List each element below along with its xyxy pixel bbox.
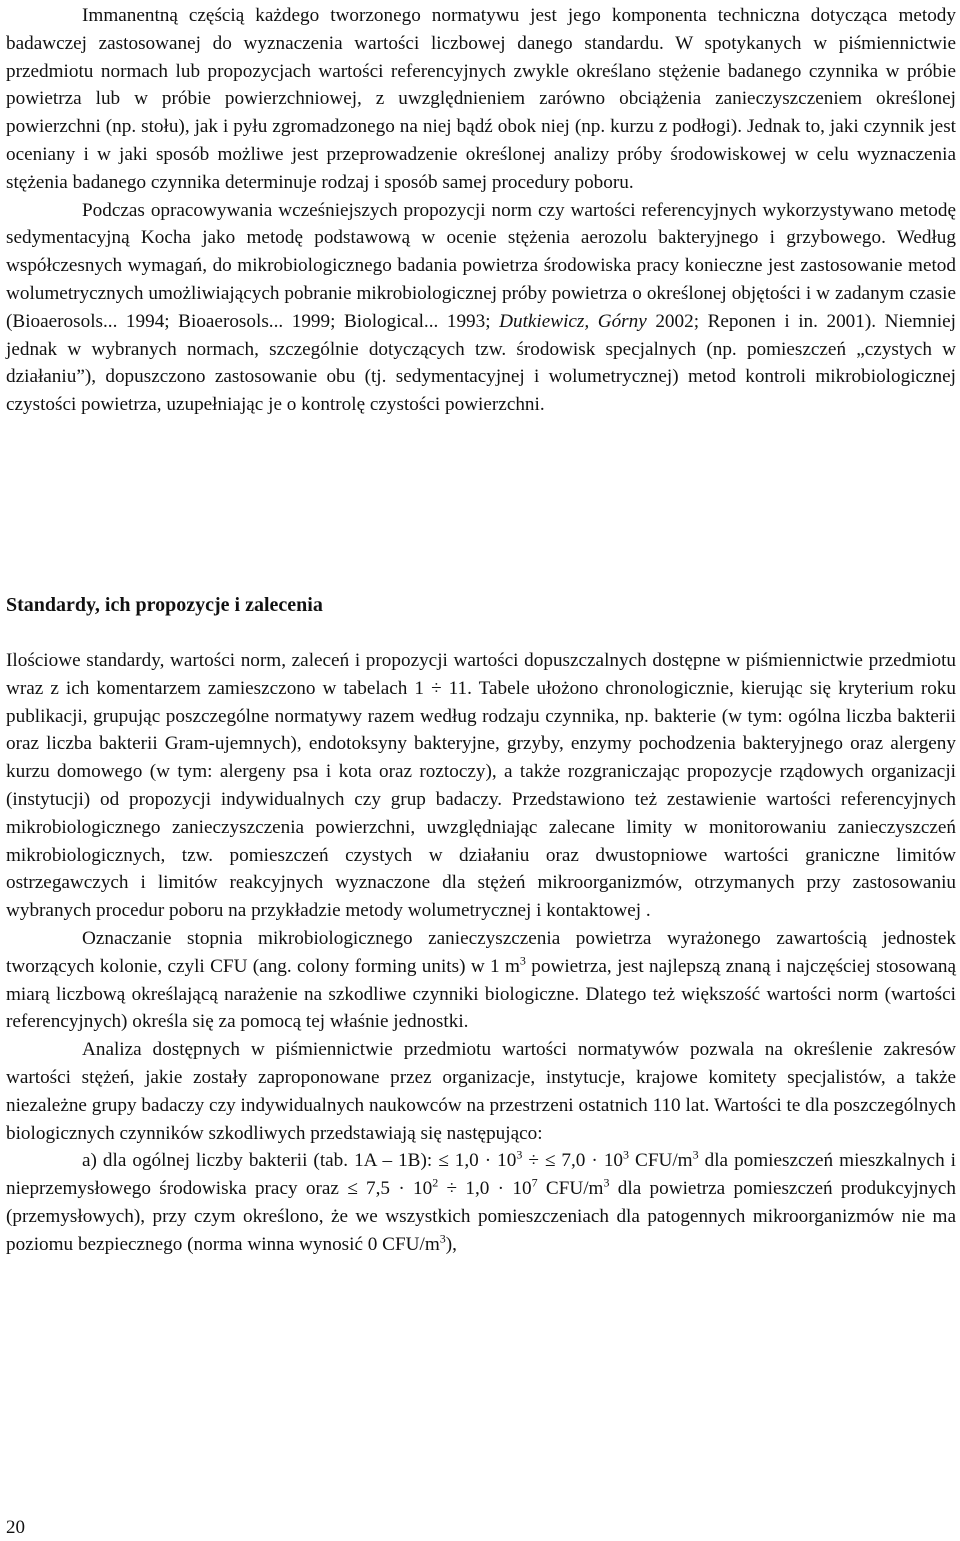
superscript: 3	[519, 953, 526, 968]
paragraph-text: powietrza, jest najlepszą znaną i najczęściej stosowaną miarą liczbową określającą narażenie na szkodliwe czynniki biologiczne. Dlatego też większość wartości norm (wartości referencyjnych) określa się za pomocą tej właśnie jednostki.	[6, 955, 957, 1033]
superscript: 7	[531, 1175, 538, 1190]
superscript: 3	[603, 1175, 610, 1190]
superscript: 3	[623, 1147, 630, 1162]
page-number: 20	[6, 1517, 25, 1538]
superscript: 2	[432, 1175, 439, 1190]
paragraph-bacteria-ranges	[6, 1147, 956, 1258]
paragraph-text: a) dla ogólnej liczby bakterii (tab. 1A – 1B): ≤ 1,0 · 10	[82, 1150, 517, 1172]
citation-italic: Dutkiewicz, Górny	[499, 310, 647, 332]
paragraph-technical-component	[6, 2, 956, 197]
superscript: 3	[516, 1147, 523, 1162]
section-heading: Standardy, ich propozycje i zalecenia	[6, 594, 323, 616]
paragraph-quantitative-standards	[6, 647, 956, 925]
paragraph-text: ÷ ≤ 7,0 · 10	[522, 1150, 624, 1172]
body-text-top	[6, 2, 956, 419]
paragraph-text: 2002; Reponen i in. 2001). Niemniej jednak w wybranych normach, szczególnie dotyczących tzw. środowisk specjalnych (np. pomieszczeń „czystych w działaniu”), dopuszczono zastosowanie obu (tj. sedymentacyjnej i wolumetrycznej) metod kontroli mikrobiologicznej czystości powietrza, uzupełniając je o kontrolę czystości powierzchni.	[6, 310, 956, 416]
paragraph-text: Analiza dostępnych w piśmiennictwie przedmiotu wartości normatywów pozwala na określenie zakresów wartości stężeń, jakie zostały zaproponowane przez organizacje, instytucje, krajowe komitety specjalistów, a także niezależne grupy badaczy czy indywidualnych naukowców na przestrzeni ostatnich 110 lat. Wartości te dla poszczególnych biologicznych czynników szkodliwych przedstawiają się następująco:	[6, 1039, 956, 1144]
paragraph-text: Podczas opracowywania wcześniejszych propozycji norm czy wartości referencyjnych wykorzystywano metodę sedymentacyjną Kocha jako metodę podstawową w ocenie stężenia aerozolu bakteryjnego i grzybowego. Według współczesnych wymagań, do mikrobiologicznego badania powietrza środowiska pracy konieczne jest zastosowanie metod wolumetrycznych umożliwiających pobranie mikrobiologicznej próby powietrza o określonej objętości i w zadanym czasie (Bioaerosols... 1994; Bioaerosols... 1999; Biological... 1993;	[6, 199, 956, 332]
paragraph-text: CFU/m	[537, 1178, 604, 1200]
paragraph-text: Oznaczanie stopnia mikrobiologicznego zanieczyszczenia powietrza wyrażonego zawartością jednostek tworzących kolonie, czyli CFU (ang. colony forming units) w 1 m	[6, 927, 956, 977]
paragraph-analysis	[6, 1036, 956, 1147]
paragraph-text: CFU/m	[629, 1150, 693, 1172]
body-text-bottom	[6, 647, 956, 1259]
superscript: 3	[439, 1231, 446, 1246]
paragraph-text: Immanentną częścią każdego tworzonego normatywu jest jego komponenta techniczna dotycząca metody badawczej zastosowanej do wyznaczenia wartości liczbowej danego standardu. W spotykanych w piśmiennictwie przedmiotu normach lub propozycjach wartości referencyjnych zwykle określano stężenie badanego czynnika w próbie powietrza lub w próbie powierzchniowej, z uwzględnieniem zarówno obciążenia zanieczyszczeniem określonej powierzchni (np. stołu), jak i pyłu zgromadzonego na niej bądź obok niej (np. kurzu z podłogi). Jednak to, jaki czynnik jest oceniany i w jaki sposób możliwe jest przeprowadzenie określonej analizy próby środowiskowej w celu wyznaczenia stężenia badanego czynnika determinuje rodzaj i sposób samej procedury poboru.	[6, 5, 956, 193]
paragraph-text: ÷ 1,0 · 10	[438, 1178, 532, 1200]
paragraph-text: Ilościowe standardy, wartości norm, zaleceń i propozycji wartości dopuszczalnych dostępne w piśmiennictwie przedmiotu wraz z ich komentarzem zamieszczono w tabelach 1 ÷ 11. Tabele ułożono chronologicznie, kierując się kryterium roku publikacji, grupując poszczególne normatywy razem według rodzaju czynnika, np. bakterie (w tym: ogólna liczba bakterii oraz liczba bakterii Gram-ujemnych), endotoksyny bakteryjne, grzyby, enzymy pochodzenia bakteryjnego oraz alergeny kurzu domowego (w tym: alergeny psa i kota oraz roztoczy), a także rozgraniczając propozycje rządowych organizacji (instytucji) od propozycji indywidualnych czy grup badaczy. Przedstawiono też zestawienie wartości referencyjnych mikrobiologicznego zanieczyszczenia powierzchni, uwzględniając zalecane limity w monitorowaniu zanieczyszczeń mikrobiologicznych, tzw. pomieszczeń czystych w działaniu oraz dwustopniowe wartości graniczne limitów ostrzegawczych i limitów reakcyjnych wyznaczone dla stężeń mikroorganizmów, otrzymanych przy zastosowaniu wybranych procedur poboru na przykładzie metody wolumetrycznej i kontaktowej .	[6, 650, 956, 922]
paragraph-text: ),	[445, 1233, 457, 1255]
paragraph-text: dla powietrza pomieszczeń produkcyjnych (przemysłowych), przy czym określono, że we wszystkich pomieszczeniach dla patogennych mikroorganizmów nie ma poziomu bezpiecznego (norma winna wynosić 0 CFU/m	[6, 1178, 956, 1255]
paragraph-sedimentation-method	[6, 197, 956, 419]
paragraph-text: dla pomieszczeń mieszkalnych i nieprzemysłowego środowiska pracy oraz ≤ 7,5 · 10	[6, 1150, 957, 1200]
superscript: 3	[692, 1147, 699, 1162]
paragraph-cfu	[6, 925, 956, 1036]
